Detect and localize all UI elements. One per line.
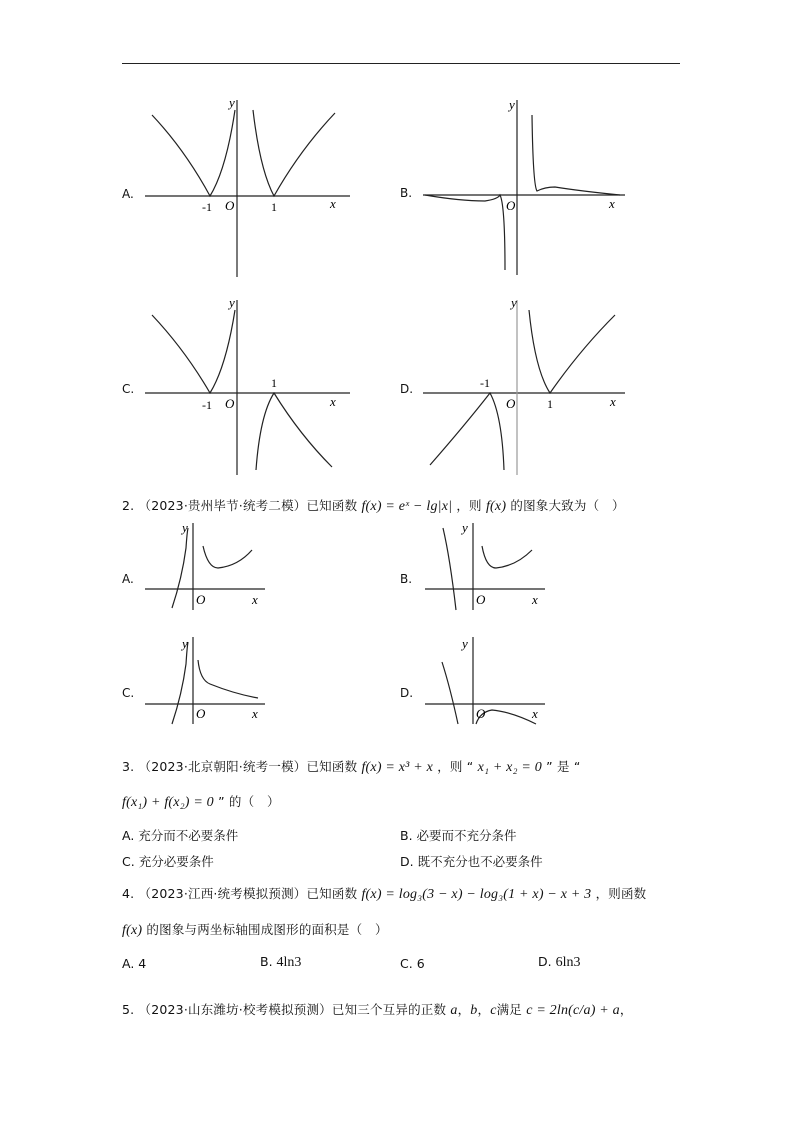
q5-source: （2023·山东潍坊·校考模拟预测）已知三个互异的正数	[138, 1002, 447, 1017]
q3-cond1: x₁ + x₂ = 0	[477, 760, 542, 775]
q4-formula: f(x) = log₃(3 − x) − log₃(1 + x) − x + 3	[361, 887, 592, 902]
option-label: B.	[260, 954, 273, 969]
origin-label: O	[506, 396, 516, 411]
option-label: D.	[400, 854, 414, 869]
option-label: C.	[400, 956, 413, 971]
q2-option-b-label: B.	[400, 572, 413, 586]
q2-number: 2.	[122, 498, 135, 513]
q3-formula: f(x) = x³ + x	[361, 760, 434, 775]
curve-left	[425, 195, 505, 270]
curve-right	[532, 115, 620, 195]
option-label: D.	[538, 954, 552, 969]
x-label: x	[532, 706, 538, 721]
origin-label: O	[196, 706, 206, 721]
origin-label: O	[476, 592, 486, 607]
q2-graph-b	[420, 518, 550, 613]
tick-1: 1	[271, 200, 277, 214]
q1-option-b-label: B.	[400, 186, 413, 200]
x-label: x	[532, 592, 538, 607]
q2-source: （2023·贵州毕节·统考二模）已知函数	[138, 498, 358, 513]
q4-mid: ，则函数	[595, 886, 647, 901]
q4-tail: 的图象与两坐标轴围成图形的面积是（ ）	[146, 922, 388, 937]
q3-number: 3.	[122, 759, 135, 774]
q5-number: 5.	[122, 1002, 135, 1017]
curve-right	[529, 310, 615, 393]
y-label: y	[229, 295, 235, 310]
curve-left	[152, 310, 235, 393]
q1-graph-b	[420, 95, 630, 280]
y-label: y	[229, 95, 235, 110]
origin-label: O	[225, 198, 235, 213]
y-label: y	[462, 520, 468, 535]
origin-label: O	[225, 396, 235, 411]
header-rule	[122, 63, 680, 64]
tick-1: 1	[271, 376, 277, 390]
q5-mid: 满足	[496, 1002, 523, 1017]
q3-cond2: f(x₁) + f(x₂) = 0	[122, 795, 214, 810]
q4-option-a	[122, 956, 146, 971]
option-text: 6ln3	[555, 955, 581, 970]
y-label: y	[511, 295, 517, 310]
curve-left	[172, 642, 188, 724]
curve-right	[256, 393, 332, 470]
curve-left	[172, 528, 188, 608]
q2-suffix-b: 的图象大致为（ ）	[510, 498, 625, 513]
q4-option-c	[400, 956, 425, 971]
q3-option-d	[400, 852, 543, 870]
q1-graph-a	[140, 95, 355, 280]
question-3-line-2	[122, 792, 280, 811]
q2-graph-c	[140, 632, 270, 727]
q5-sep1: ，	[457, 1002, 471, 1017]
q1-graph-c	[140, 295, 355, 480]
curve-right	[198, 660, 258, 698]
y-label: y	[182, 520, 188, 535]
q4-formula2: f(x)	[122, 923, 143, 938]
curve-left	[152, 110, 235, 196]
q3-tail: ” 的（ ）	[218, 794, 280, 809]
q3-source: （2023·北京朝阳·统考一模）已知函数	[138, 759, 358, 774]
q2-graph-a	[140, 518, 270, 613]
q5-var-b: b	[470, 1003, 478, 1018]
curve-left	[430, 393, 504, 470]
q2-option-d-label: D.	[400, 686, 414, 700]
option-text: 必要而不充分条件	[416, 828, 517, 843]
tick-neg1: -1	[202, 398, 212, 412]
option-text: 充分而不必要条件	[138, 828, 239, 843]
q2-option-a-label: A.	[122, 572, 134, 586]
q2-formula: f(x) = eˣ − lg|x|	[361, 499, 453, 514]
option-label: A.	[122, 828, 135, 843]
q2-graph-d	[420, 632, 550, 727]
curve-left	[442, 662, 458, 724]
y-label: y	[509, 97, 515, 112]
option-text: 充分必要条件	[138, 854, 214, 869]
q4-option-b	[260, 954, 301, 971]
q1-option-c-label: C.	[122, 382, 135, 396]
curve-right	[203, 546, 252, 568]
question-2	[122, 496, 625, 515]
q3-mid2: ” 是 “	[546, 759, 581, 774]
q2-option-c-label: C.	[122, 686, 135, 700]
question-3-line-1	[122, 757, 581, 776]
q1-graph-d	[420, 295, 630, 480]
tick-neg1: -1	[480, 376, 490, 390]
option-text: 4ln3	[276, 955, 302, 970]
question-4-line-2	[122, 920, 388, 939]
q4-option-d	[538, 954, 580, 971]
q5-var-c: c	[490, 1003, 497, 1018]
q5-sep2: ，	[477, 1002, 491, 1017]
x-label: x	[252, 706, 258, 721]
question-5	[122, 1000, 633, 1019]
q5-tail: ，	[619, 1002, 633, 1017]
q4-number: 4.	[122, 886, 135, 901]
q3-option-c	[122, 852, 214, 870]
option-text: 既不充分也不必要条件	[417, 854, 543, 869]
q3-option-a	[122, 826, 238, 844]
option-label: A.	[122, 956, 135, 971]
x-label: x	[609, 196, 615, 211]
option-text: 6	[416, 956, 425, 971]
curve-right	[482, 546, 532, 568]
option-text: 4	[138, 956, 147, 971]
origin-label: O	[476, 706, 486, 721]
option-label: C.	[122, 854, 135, 869]
q2-formula2: f(x)	[485, 499, 507, 514]
x-label: x	[330, 196, 336, 211]
q4-source: （2023·江西·统考模拟预测）已知函数	[138, 886, 358, 901]
q5-var-a: a	[450, 1003, 458, 1018]
y-label: y	[182, 636, 188, 651]
origin-label: O	[196, 592, 206, 607]
question-4-line-1	[122, 884, 646, 903]
q3-option-b	[400, 826, 517, 844]
curve-left	[443, 528, 456, 610]
q1-option-d-label: D.	[400, 382, 414, 396]
curve-right	[253, 110, 335, 196]
q5-formula: c = 2ln(c/a) + a	[526, 1003, 620, 1018]
q1-option-a-label: A.	[122, 187, 134, 201]
y-label: y	[462, 636, 468, 651]
q2-suffix-a: ，则	[456, 498, 482, 513]
x-label: x	[252, 592, 258, 607]
x-label: x	[610, 394, 616, 409]
option-label: B.	[400, 828, 413, 843]
tick-neg1: -1	[202, 200, 212, 214]
tick-1: 1	[547, 397, 553, 411]
origin-label: O	[506, 198, 516, 213]
x-label: x	[330, 394, 336, 409]
q3-mid: ，则 “	[437, 759, 474, 774]
